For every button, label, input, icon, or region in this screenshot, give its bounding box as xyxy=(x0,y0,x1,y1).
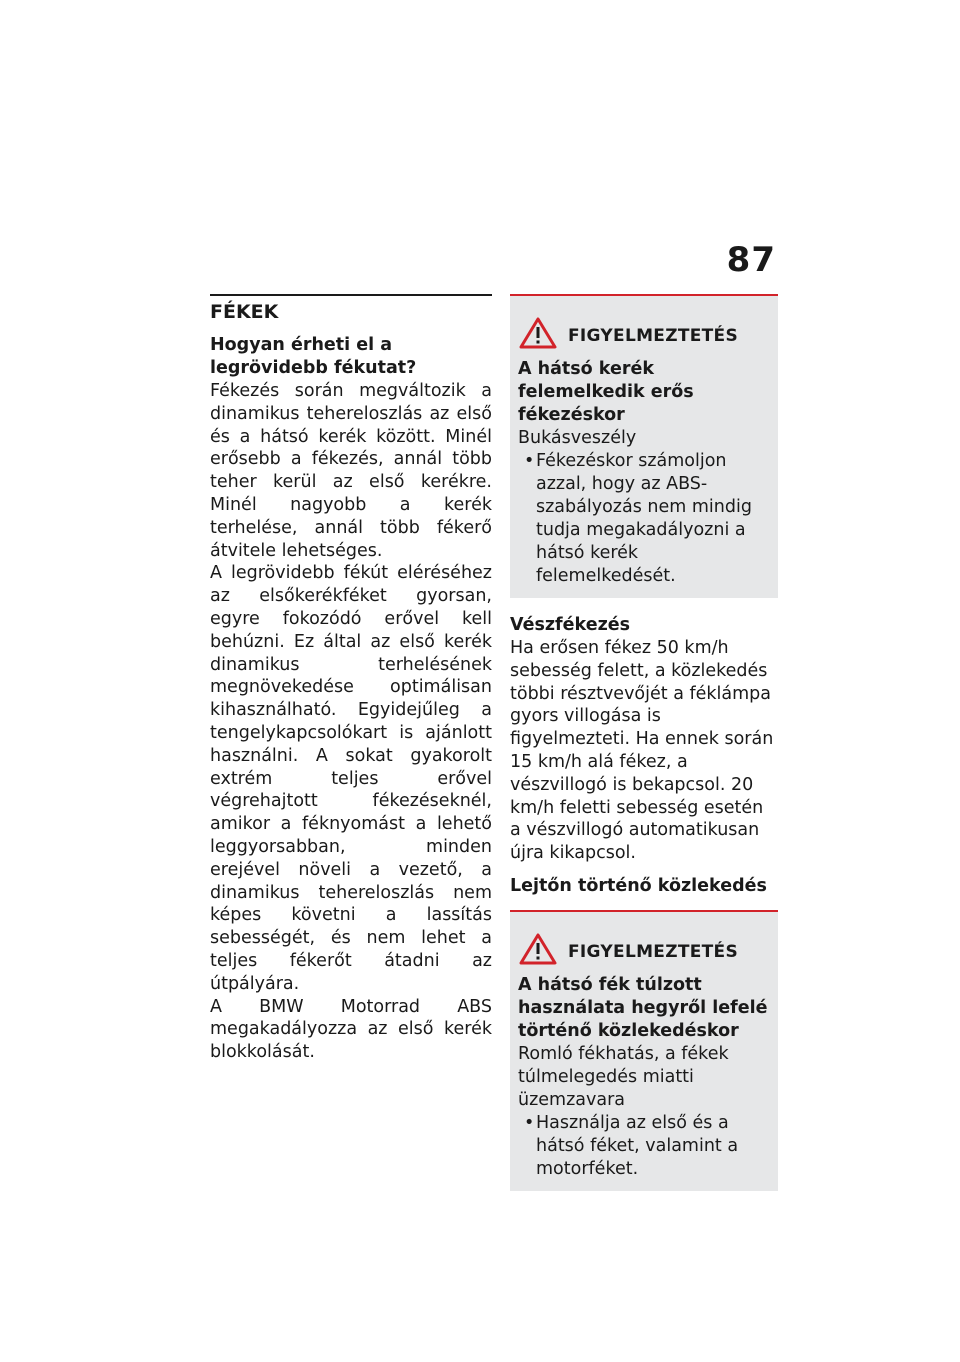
warning-box-2 xyxy=(510,910,778,1191)
section-title: FÉKEK xyxy=(210,301,279,323)
paragraph-2: A legrövidebb fékút eléréséhez az elsőkerékféket gyorsan, egyre fokozódó erővel kell behúzni. Ez által az első kerék dinamikus terhelésének megnövekedése optimálisan kihasználható. Egyidejűleg a tengelykapcsolókart is ajánlott használni. A sokat gyakorolt extrém teljes erővel végrehajtott fékezéseknél, amikor a féknyomást a lehető leggyorsabban, minden erejével növeli a vezető, a dinamikus tehereloszlás nem képes követni a lassítás sebességét, és nem lehet a teljes fékerőt átadni az útpályára. xyxy=(210,563,492,994)
warning-text-2: Romló fékhatás, a fékek túlmelegedés miatti üzemzavara xyxy=(518,1043,729,1110)
warning-label-2: FIGYELMEZTETÉS xyxy=(568,941,738,962)
paragraph-3: A BMW Motorrad ABS megakadályozza az első kerék blokkolását. xyxy=(210,996,492,1063)
warning-text-1: Bukásveszély xyxy=(518,428,637,448)
warning-title-2: A hátsó fék túlzott használata hegyről lefelé történő közlekedéskor xyxy=(518,974,768,1041)
emergency-braking-heading: Vészfékezés xyxy=(510,615,631,635)
section-rule xyxy=(210,294,492,296)
left-column xyxy=(210,294,492,1064)
warning-box-1 xyxy=(510,294,778,598)
warning-header-1 xyxy=(518,316,770,350)
list-item: •Használja az első és a hátsó féket, valamint a motorféket. xyxy=(524,1112,739,1179)
warning-bullets-1 xyxy=(518,450,770,588)
paragraph-1: Fékezés során megváltozik a dinamikus tehereloszlás az első és a hátsó kerék között. Minél erősebb a fékezés, annál több teher kerül az első kerékre. Minél nagyobb a kerék terhelése, annál több fékerő átvitele lehetséges. xyxy=(210,381,492,561)
warning-label-1: FIGYELMEZTETÉS xyxy=(568,326,738,346)
warning-triangle-icon xyxy=(518,316,558,350)
warning-header-2 xyxy=(518,932,770,966)
page-number: 87 xyxy=(726,240,776,280)
warning-triangle-icon xyxy=(518,932,558,966)
downhill-heading: Lejtőn történő közlekedés xyxy=(510,875,767,896)
braking-distance-heading: Hogyan érheti el a legrövidebb fékutat? xyxy=(210,335,417,378)
warning-bullets-2 xyxy=(518,1112,770,1181)
list-item: •Fékezéskor számoljon azzal, hogy az ABS-szabályozás nem mindig tudja megakadályozni a hátsó kerék felemelkedését. xyxy=(524,451,752,586)
warning-title-1: A hátsó kerék felemelkedik erős fékezéskor xyxy=(518,359,694,425)
emergency-braking-text: Ha erősen fékez 50 km/h sebesség felett, a közlekedés többi résztvevőjét a féklámpa gyors villogása is figyelmezteti. Ha ennek során 15 km/h alá fékez, a vészvillogó is bekapcsol. 20 km/h feletti sebesség esetén a vészvillogó automatikusan újra kikapcsol. xyxy=(510,638,774,864)
right-column xyxy=(510,294,778,1191)
